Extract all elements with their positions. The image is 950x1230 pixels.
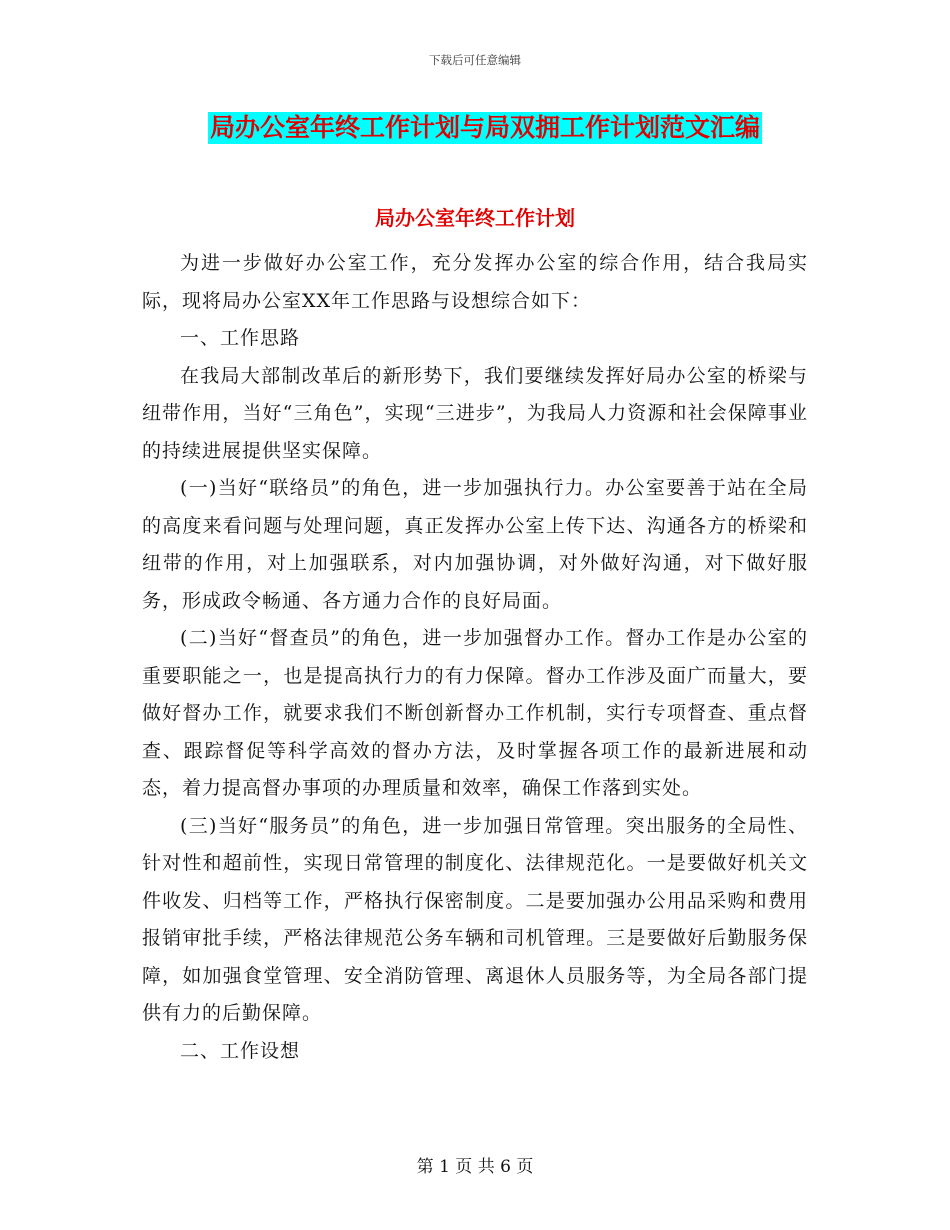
paragraph-service: (三)当好“服务员”的角色，进一步加强日常管理。突出服务的全局性、针对性和超前性，实现日常管理的制度化、法律规范化。一是要做好机关文件收发、归档等工作，严格执行保密制度。二是要加强办公用品采购和费用报销审批手续，严格法律规范公务车辆和司机管理。三是要做好后勤服务保障，如加强食堂管理、安全消防管理、离退休人员服务等，为全局各部门提供有力的后勤保障。 [142, 814, 808, 1024]
paragraph-overview: 在我局大部制改革后的新形势下，我们要继续发挥好局办公室的桥梁与纽带作用，当好“三角色”，实现“三进步”，为我局人力资源和社会保障事业的持续进展提供坚实保障。 [142, 364, 808, 462]
heading-work-plans: 二、工作设想 [180, 1039, 301, 1062]
document-title: 局办公室年终工作计划与局双拥工作计划范文汇编 [210, 113, 761, 142]
heading-work-ideas: 一、工作思路 [180, 327, 301, 349]
page-number-footer: 第 1 页 共 6 页 [416, 1157, 534, 1177]
paragraph-intro: 为进一步做好办公室工作，充分发挥办公室的综合作用，结合我局实际，现将局办公室XX年工作思路与设想综合如下： [142, 252, 808, 312]
paragraph-liaison: (一)当好“联络员”的角色，进一步加强执行力。办公室要善于站在全局的高度来看问题与处理问题，真正发挥办公室上传下达、沟通各方的桥梁和纽带的作用，对上加强联系，对内加强协调，对外做好沟通，对下做好服务，形成政令畅通、各方通力合作的良好局面。 [142, 477, 808, 612]
paragraph-supervisor: (二)当好“督查员”的角色，进一步加强督办工作。督办工作是办公室的重要职能之一，也是提高执行力的有力保障。督办工作涉及面广而量大，要做好督办工作，就要求我们不断创新督办工作机制，实行专项督查、重点督查、跟踪督促等科学高效的督办方法，及时掌握各项工作的最新进展和动态，着力提高督办事项的办理质量和效率，确保工作落到实处。 [142, 627, 808, 799]
header-note: 下载后可任意编辑 [429, 53, 521, 67]
body-text [142, 245, 808, 1070]
section-title: 局办公室年终工作计划 [375, 206, 575, 230]
